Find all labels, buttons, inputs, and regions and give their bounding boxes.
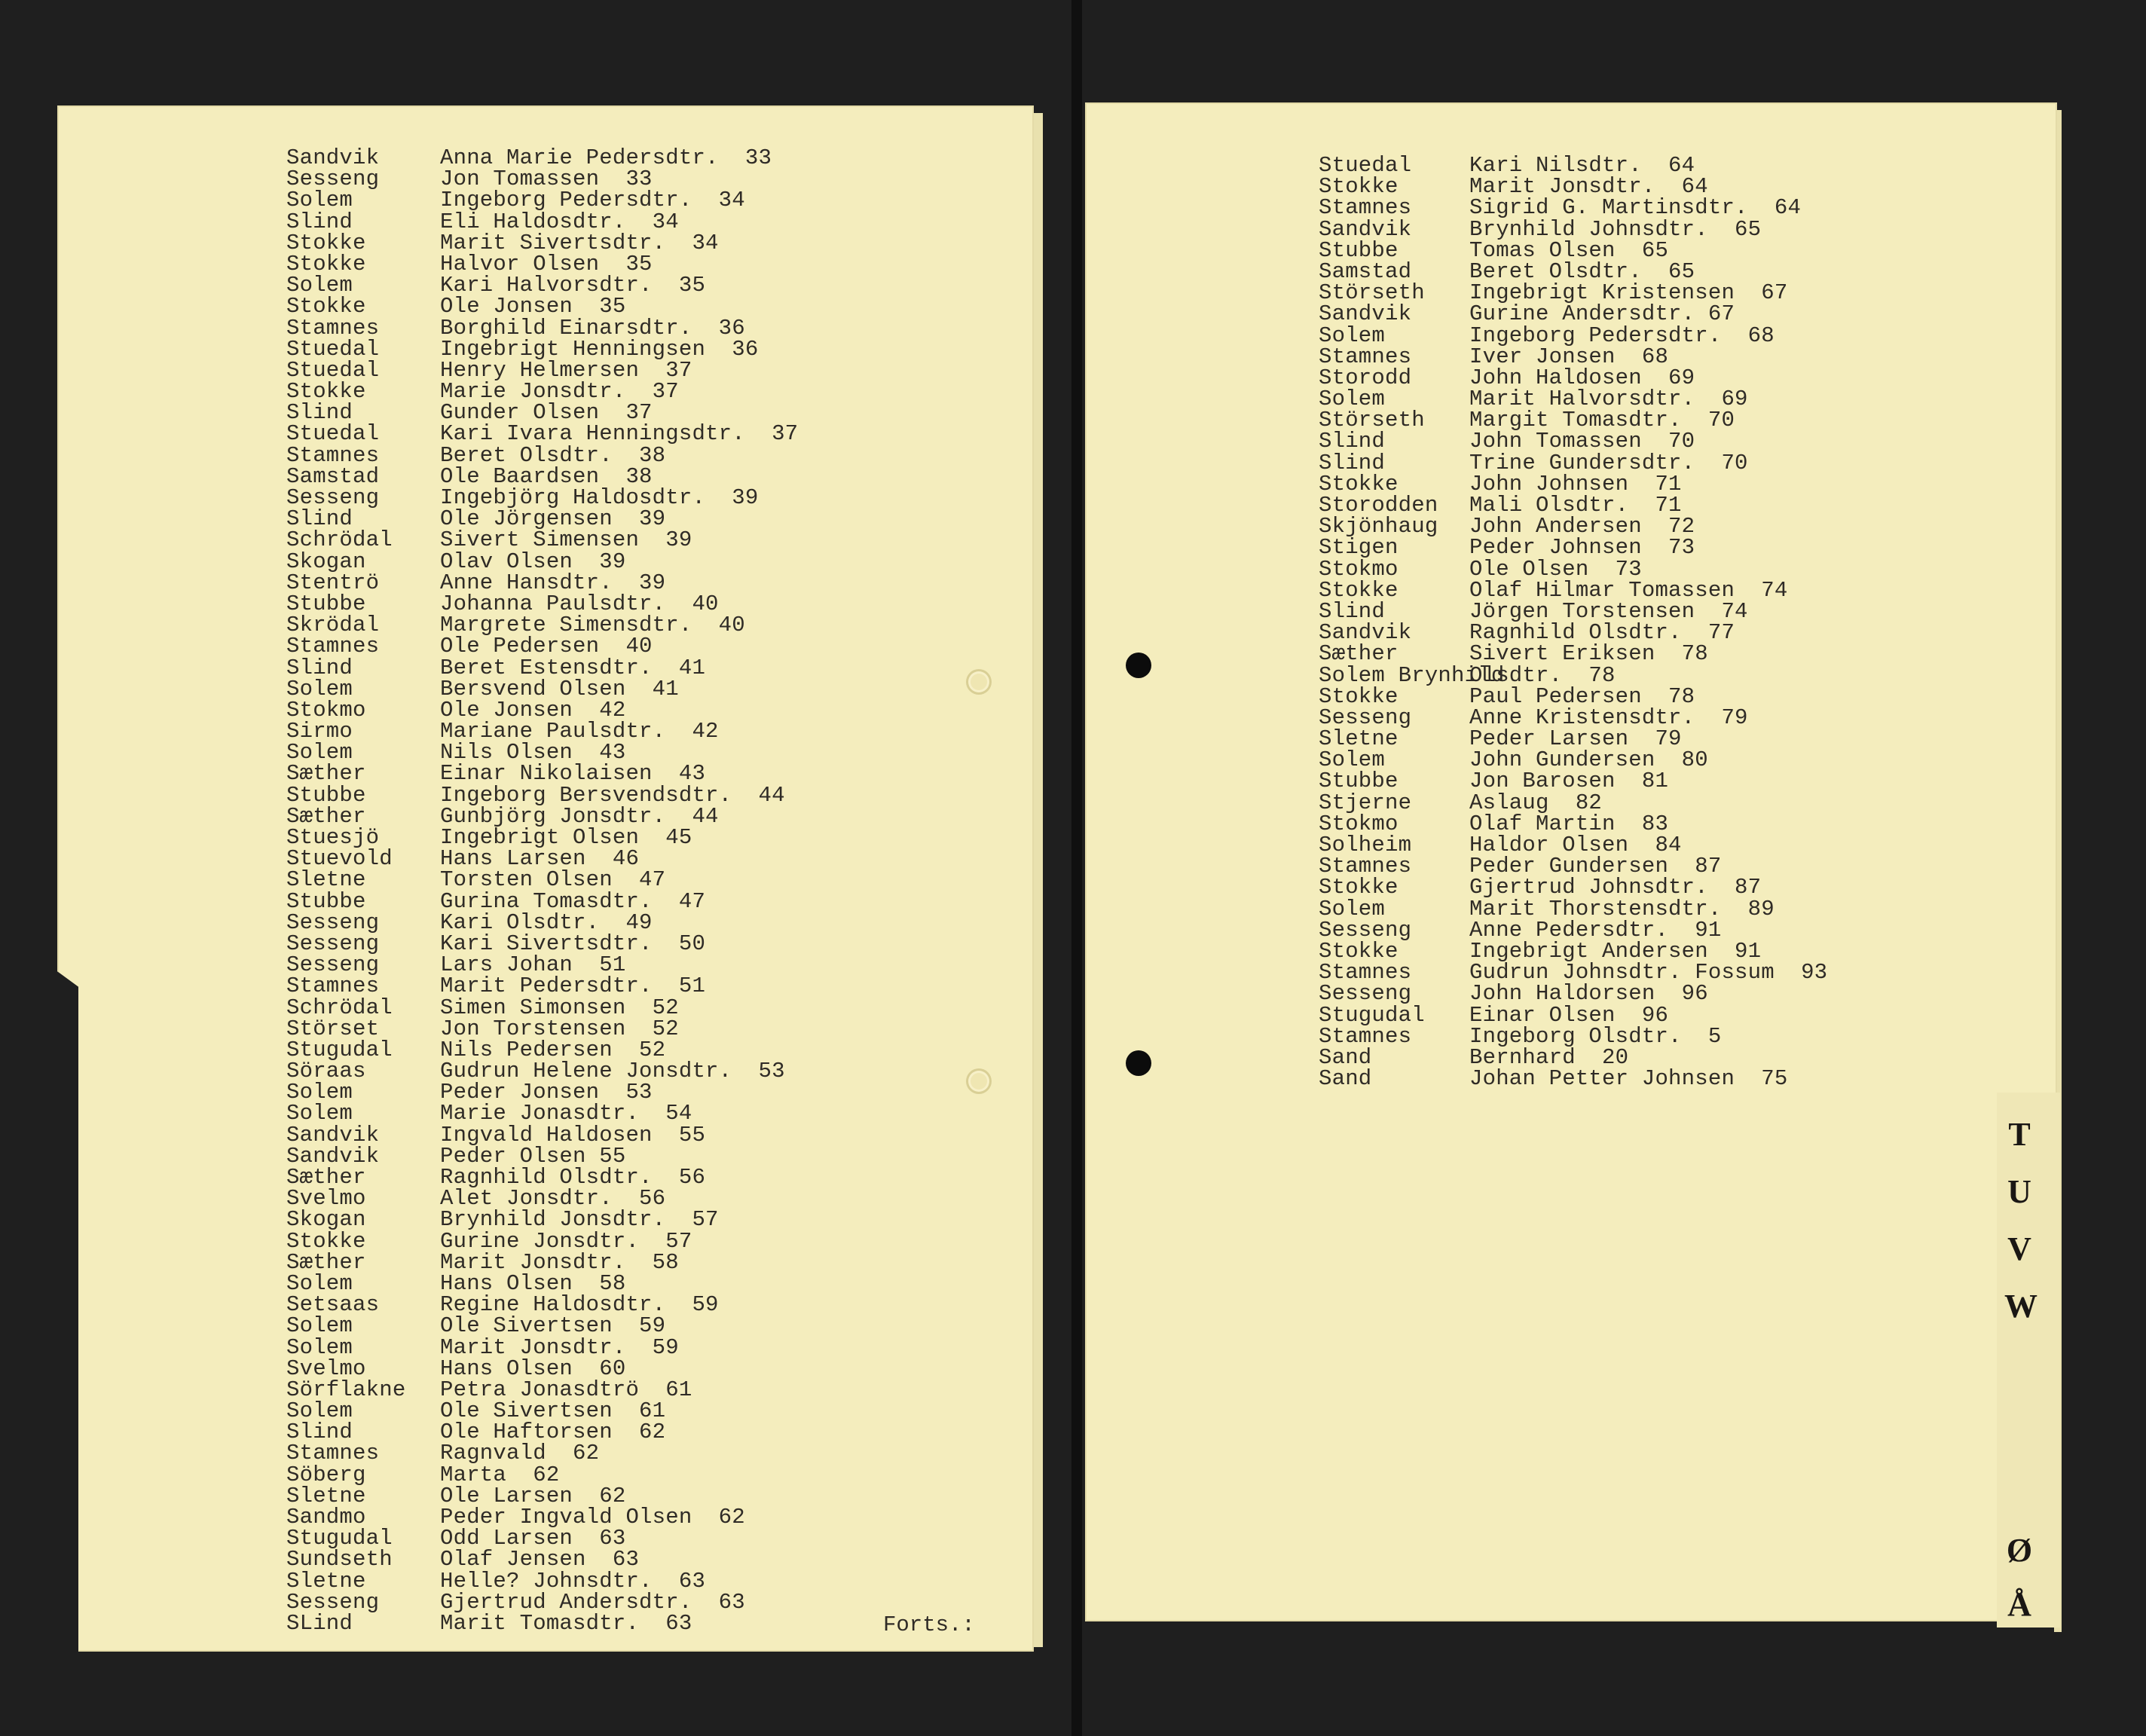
surname-entry: Stamnes bbox=[1319, 195, 1412, 221]
surname-entry: Söberg bbox=[286, 1462, 366, 1487]
name-entry: Tomas Olsen 65 bbox=[1469, 237, 1669, 263]
surname-entry: Stamnes bbox=[286, 634, 380, 659]
name-entry: Paul Pedersen 78 bbox=[1469, 683, 1695, 709]
right-name-column bbox=[1469, 155, 1827, 1090]
surname-entry: Solem bbox=[1319, 387, 1386, 412]
name-entry: Bernhard 20 bbox=[1469, 1044, 1629, 1070]
surname-entry: Sundseth bbox=[286, 1547, 393, 1572]
surname-entry: Stigen bbox=[1319, 535, 1399, 561]
index-tab-letter: V bbox=[2007, 1230, 2031, 1267]
index-tab-letter: W bbox=[2004, 1288, 2037, 1325]
name-entry: Gurina Tomasdtr. 47 bbox=[440, 888, 706, 914]
name-entry: Marit Thorstensdtr. 89 bbox=[1469, 896, 1775, 921]
surname-entry: Sæther bbox=[286, 803, 366, 829]
name-entry: Einar Olsen 96 bbox=[1469, 1002, 1669, 1028]
index-tab-letter: U bbox=[2007, 1173, 2031, 1210]
surname-entry: Slind bbox=[1319, 598, 1386, 624]
surname-entry: Sandvik bbox=[1319, 301, 1412, 327]
surname-entry: Sandvik bbox=[286, 145, 380, 170]
surname-entry: Schrödal bbox=[286, 527, 393, 553]
index-tab-letter: Å bbox=[2007, 1586, 2031, 1623]
surname-entry: Sand bbox=[1319, 1066, 1372, 1092]
name-entry: Ragnhild Olsdtr. 77 bbox=[1469, 620, 1735, 646]
name-entry: Margit Tomasdtr. 70 bbox=[1469, 408, 1735, 433]
name-entry: Ingvald Haldosen 55 bbox=[440, 1122, 706, 1148]
left-surname-column bbox=[286, 145, 406, 1636]
name-entry: Ingeborg Bersvendsdtr. 44 bbox=[440, 782, 785, 808]
name-entry: Jon Tomassen 33 bbox=[440, 167, 653, 192]
name-entry: Kari Halvorsdtr. 35 bbox=[440, 273, 706, 298]
name-entry: John Andersen 72 bbox=[1469, 514, 1695, 539]
surname-entry: Storodden bbox=[1319, 493, 1438, 518]
surname-entry: Solem bbox=[286, 1334, 353, 1360]
surname-entry: Solem bbox=[286, 188, 353, 213]
name-entry: Ragnhild Olsdtr. 56 bbox=[440, 1165, 706, 1190]
surname-entry: Skjönhaug bbox=[1319, 514, 1438, 539]
surname-entry: Skogan bbox=[286, 1207, 366, 1233]
name-entry: Haldor Olsen 84 bbox=[1469, 833, 1682, 857]
surname-entry: Skrödal bbox=[286, 613, 380, 638]
surname-entry: Stokke bbox=[1319, 875, 1399, 900]
name-entry: Anne Pedersdtr. 91 bbox=[1469, 917, 1722, 943]
surname-entry: Solem bbox=[286, 1270, 353, 1296]
name-entry: Sigrid G. Martinsdtr. 64 bbox=[1469, 195, 1802, 221]
surname-entry: Slind bbox=[1319, 450, 1386, 475]
name-entry: Halvor Olsen 35 bbox=[440, 251, 653, 277]
surname-entry: Stuedal bbox=[286, 421, 380, 447]
surname-entry: Svelmo bbox=[286, 1186, 366, 1212]
surname-entry: Solem bbox=[286, 1080, 353, 1105]
name-entry: Ragnvald 62 bbox=[440, 1441, 600, 1466]
name-entry: Margrete Simensdtr. 40 bbox=[440, 613, 745, 638]
surname-entry: Sesseng bbox=[286, 931, 380, 956]
name-entry: Marit Halvorsdtr. 69 bbox=[1469, 387, 1748, 412]
surname-entry: Sand bbox=[1319, 1044, 1372, 1070]
surname-entry: Stubbe bbox=[286, 888, 366, 914]
name-entry: Mariane Paulsdtr. 42 bbox=[440, 719, 719, 744]
name-entry: Ole Sivertsen 59 bbox=[440, 1313, 666, 1339]
surname-entry: Stamnes bbox=[286, 442, 380, 468]
surname-entry: Stubbe bbox=[1319, 237, 1399, 263]
surname-entry: Stamnes bbox=[1319, 1023, 1412, 1049]
surname-entry: Störseth bbox=[1319, 280, 1425, 306]
continued-label: Forts.: bbox=[883, 1612, 975, 1637]
name-entry: Beret Estensdtr. 41 bbox=[440, 655, 706, 680]
surname-entry: Solem bbox=[286, 273, 353, 298]
name-entry: Ingebrigt Henningsen 36 bbox=[440, 336, 759, 362]
index-tab-letter: T bbox=[2008, 1116, 2031, 1153]
name-entry: Beret Olsdtr. 65 bbox=[1469, 258, 1695, 284]
name-entry: Mali Olsdtr. 71 bbox=[1469, 493, 1682, 518]
surname-entry: Slind bbox=[286, 655, 353, 680]
name-entry: Ole Baardsen 38 bbox=[440, 463, 653, 489]
name-entry: Torsten Olsen 47 bbox=[440, 867, 666, 893]
name-entry: Ole Olsen 73 bbox=[1469, 556, 1642, 582]
surname-entry: Stamnes bbox=[286, 973, 380, 999]
surname-entry: Sesseng bbox=[286, 909, 380, 935]
surname-entry: Setsaas bbox=[286, 1292, 380, 1318]
name-entry: Marit Pedersdtr. 51 bbox=[440, 973, 706, 999]
name-entry: Borghild Einarsdtr. 36 bbox=[440, 315, 745, 341]
name-entry: Anna Marie Pedersdtr. 33 bbox=[440, 145, 772, 170]
surname-entry: Stubbe bbox=[286, 782, 366, 808]
name-entry: Brynhild Jonsdtr. 57 bbox=[440, 1207, 719, 1233]
surname-entry: Sletne bbox=[286, 1483, 366, 1508]
index-tab-letter: Ø bbox=[2006, 1532, 2033, 1569]
name-entry: John Haldosen 69 bbox=[1469, 365, 1695, 390]
name-entry: Aslaug 82 bbox=[1469, 790, 1603, 815]
name-entry: Brynhild Johnsdtr. 65 bbox=[1469, 216, 1762, 242]
name-entry: Kari Nilsdtr. 64 bbox=[1469, 153, 1695, 178]
surname-entry: Störset bbox=[286, 1016, 380, 1041]
surname-entry: Stamnes bbox=[1319, 344, 1412, 369]
surname-entry: Stuesjö bbox=[286, 825, 380, 850]
surname-entry: Sandvik bbox=[1319, 216, 1412, 242]
name-entry: Nils Pedersen 52 bbox=[440, 1037, 666, 1062]
name-entry: Kari Olsdtr. 49 bbox=[440, 909, 653, 935]
surname-entry: Sesseng bbox=[286, 167, 380, 192]
surname-entry: Sandvik bbox=[286, 1122, 380, 1148]
surname-entry: Slind bbox=[286, 209, 353, 234]
surname-entry: Stuedal bbox=[286, 357, 380, 383]
name-entry: Ingeborg Pedersdtr. 68 bbox=[1469, 322, 1775, 348]
surname-entry: Störseth bbox=[1319, 408, 1425, 433]
name-entry: Gudrun Helene Jonsdtr. 53 bbox=[440, 1059, 785, 1084]
name-entry: Olaf Martin 83 bbox=[1469, 811, 1669, 836]
surname-entry: Stokmo bbox=[286, 697, 366, 723]
surname-entry: Stubbe bbox=[286, 591, 366, 616]
punch-hole-ring bbox=[966, 669, 992, 695]
name-entry: Jon Barosen 81 bbox=[1469, 769, 1669, 794]
name-entry: Peder Ingvald Olsen 62 bbox=[440, 1505, 745, 1530]
surname-entry: Solem bbox=[286, 1398, 353, 1424]
index-tab-letters-lower bbox=[2004, 1524, 2034, 1632]
surname-entry: Slind bbox=[286, 1420, 353, 1445]
name-entry: Gjertrud Johnsdtr. 87 bbox=[1469, 875, 1762, 900]
name-entry: Jon Torstensen 52 bbox=[440, 1016, 679, 1041]
name-entry: John Gundersen 80 bbox=[1469, 747, 1708, 773]
surname-entry: Samstad bbox=[286, 463, 380, 489]
surname-entry: Stokmo bbox=[1319, 811, 1399, 836]
name-entry: Ingeborg Olsdtr. 5 bbox=[1469, 1023, 1722, 1049]
name-entry: Olaf Hilmar Tomassen 74 bbox=[1469, 577, 1788, 603]
surname-entry: Svelmo bbox=[286, 1355, 366, 1381]
name-entry: John Johnsen 71 bbox=[1469, 471, 1682, 497]
surname-entry: Sæther bbox=[1319, 641, 1399, 667]
name-entry: Regine Haldosdtr. 59 bbox=[440, 1292, 719, 1318]
name-entry: Trine Gundersdtr. 70 bbox=[1469, 450, 1748, 475]
name-entry: Peder Larsen 79 bbox=[1469, 726, 1682, 752]
name-entry: Ole Larsen 62 bbox=[440, 1483, 626, 1508]
name-entry: Kari Ivara Henningsdtr. 37 bbox=[440, 421, 799, 447]
surname-entry: Stuedal bbox=[1319, 153, 1412, 178]
name-entry: Marit Jonsdtr. 58 bbox=[440, 1249, 679, 1275]
name-entry: Marit Sivertsdtr. 34 bbox=[440, 230, 719, 255]
name-entry: Johan Petter Johnsen 75 bbox=[1469, 1066, 1788, 1092]
index-tab-letters-upper bbox=[2004, 1106, 2037, 1335]
surname-entry: Sesseng bbox=[1319, 704, 1412, 730]
name-entry: Ole Jonsen 42 bbox=[440, 697, 626, 723]
name-entry: Jörgen Torstensen 74 bbox=[1469, 598, 1748, 624]
name-entry: Gunder Olsen 37 bbox=[440, 400, 653, 426]
name-entry: Ole Jonsen 35 bbox=[440, 294, 626, 319]
name-entry: Ingebrigt Andersen 91 bbox=[1469, 938, 1762, 964]
surname-entry: Sæther bbox=[286, 761, 366, 787]
surname-entry: Slind bbox=[286, 506, 353, 532]
name-entry: Gudrun Johnsdtr. Fossum 93 bbox=[1469, 960, 1828, 986]
surname-entry: Sletne bbox=[286, 867, 366, 893]
surname-entry: Solheim bbox=[1319, 833, 1412, 857]
name-entry: Helle? Johnsdtr. 63 bbox=[440, 1568, 706, 1594]
surname-entry: Sesseng bbox=[1319, 917, 1412, 943]
surname-entry: Söraas bbox=[286, 1059, 366, 1084]
surname-entry: Stamnes bbox=[1319, 854, 1412, 879]
name-entry: Ingebrigt Kristensen 67 bbox=[1469, 280, 1788, 306]
surname-entry: Solem bbox=[1319, 322, 1386, 348]
name-entry: Gunbjörg Jonsdtr. 44 bbox=[440, 803, 719, 829]
name-entry: Eli Haldosdtr. 34 bbox=[440, 209, 679, 234]
surname-entry: Stuevold bbox=[286, 846, 393, 872]
surname-entry: Storodd bbox=[1319, 365, 1412, 390]
surname-entry: Skogan bbox=[286, 549, 366, 574]
name-entry: Olaf Jensen 63 bbox=[440, 1547, 640, 1572]
surname-entry: SLind bbox=[286, 1610, 353, 1636]
name-entry: Petra Jonasdtrö 61 bbox=[440, 1377, 692, 1402]
name-entry: Kari Sivertsdtr. 50 bbox=[440, 931, 706, 956]
surname-entry: Sesseng bbox=[286, 952, 380, 978]
name-entry: Anne Kristensdtr. 79 bbox=[1469, 704, 1748, 730]
name-entry: Ole Pedersen 40 bbox=[440, 634, 653, 659]
surname-entry: Stubbe bbox=[1319, 769, 1399, 794]
punch-hole bbox=[1126, 1050, 1151, 1076]
surname-entry: Sandvik bbox=[286, 1143, 380, 1169]
name-entry: Marit Jonsdtr. 59 bbox=[440, 1334, 679, 1360]
name-entry: Ingebrigt Olsen 45 bbox=[440, 825, 692, 850]
surname-entry: Sletne bbox=[1319, 726, 1399, 752]
name-entry: Peder Jonsen 53 bbox=[440, 1080, 653, 1105]
surname-entry: Sesseng bbox=[286, 485, 380, 510]
name-entry: Peder Gundersen 87 bbox=[1469, 854, 1722, 879]
surname-entry: Stjerne bbox=[1319, 790, 1412, 815]
name-entry: Olsdtr. 78 bbox=[1469, 662, 1616, 688]
surname-entry: Stuedal bbox=[286, 336, 380, 362]
surname-entry: Stentrö bbox=[286, 570, 380, 595]
name-entry: Peder Johnsen 73 bbox=[1469, 535, 1695, 561]
surname-entry: Stugudal bbox=[1319, 1002, 1425, 1028]
name-entry: Beret Olsdtr. 38 bbox=[440, 442, 666, 468]
surname-entry: Stokke bbox=[1319, 938, 1399, 964]
surname-entry: Solem bbox=[1319, 747, 1386, 773]
surname-entry: Stokke bbox=[286, 379, 366, 405]
surname-entry: Sandvik bbox=[1319, 620, 1412, 646]
name-entry: Peder Olsen 55 bbox=[440, 1143, 626, 1169]
name-entry: Alet Jonsdtr. 56 bbox=[440, 1186, 666, 1212]
surname-entry: Stokke bbox=[286, 230, 366, 255]
name-entry: Ingeborg Pedersdtr. 34 bbox=[440, 188, 745, 213]
name-entry: Johanna Paulsdtr. 40 bbox=[440, 591, 719, 616]
name-entry: John Tomassen 70 bbox=[1469, 429, 1695, 454]
name-entry: Ole Jörgensen 39 bbox=[440, 506, 666, 532]
surname-entry: Stamnes bbox=[286, 1441, 380, 1466]
name-entry: Bersvend Olsen 41 bbox=[440, 676, 679, 701]
surname-entry: Stokke bbox=[286, 1228, 366, 1254]
surname-entry: Stokmo bbox=[1319, 556, 1399, 582]
surname-entry: Stokke bbox=[1319, 174, 1399, 200]
name-entry: Henry Helmersen 37 bbox=[440, 357, 692, 383]
name-entry: Hans Larsen 46 bbox=[440, 846, 640, 872]
surname-entry: Solem bbox=[286, 676, 353, 701]
surname-entry: Sæther bbox=[286, 1165, 366, 1190]
surname-entry: Slind bbox=[1319, 429, 1386, 454]
surname-entry: Stamnes bbox=[1319, 960, 1412, 986]
surname-entry: Sörflakne bbox=[286, 1377, 406, 1402]
surname-entry: Slind bbox=[286, 400, 353, 426]
surname-entry: Stokke bbox=[1319, 577, 1399, 603]
surname-entry: Sirmo bbox=[286, 719, 353, 744]
surname-entry: Solem bbox=[286, 740, 353, 766]
surname-entry: Stokke bbox=[286, 251, 366, 277]
name-entry: Ole Sivertsen 61 bbox=[440, 1398, 666, 1424]
surname-entry: Sesseng bbox=[286, 1589, 380, 1615]
book-spine bbox=[1071, 0, 1082, 1736]
surname-entry: Solem Brynhild bbox=[1319, 662, 1505, 688]
surname-entry: Stugudal bbox=[286, 1526, 393, 1551]
name-entry: Odd Larsen 63 bbox=[440, 1526, 626, 1551]
name-entry: Nils Olsen 43 bbox=[440, 740, 626, 766]
surname-entry: Stamnes bbox=[286, 315, 380, 341]
name-entry: Marie Jonasdtr. 54 bbox=[440, 1101, 692, 1126]
name-entry: Sivert Simensen 39 bbox=[440, 527, 692, 553]
surname-entry: Solem bbox=[286, 1313, 353, 1339]
name-entry: Simen Simonsen 52 bbox=[440, 995, 679, 1020]
name-entry: Marit Tomasdtr. 63 bbox=[440, 1610, 692, 1636]
name-entry: Einar Nikolaisen 43 bbox=[440, 761, 706, 787]
surname-entry: Sletne bbox=[286, 1568, 366, 1594]
name-entry: Ingebjörg Haldosdtr. 39 bbox=[440, 485, 759, 510]
surname-entry: Sesseng bbox=[1319, 981, 1412, 1007]
name-entry: Sivert Eriksen 78 bbox=[1469, 641, 1708, 667]
name-entry: Marie Jonsdtr. 37 bbox=[440, 379, 679, 405]
name-entry: Olav Olsen 39 bbox=[440, 549, 626, 574]
surname-entry: Stugudal bbox=[286, 1037, 393, 1062]
left-name-column bbox=[440, 145, 799, 1636]
punch-hole bbox=[1126, 653, 1151, 678]
name-entry: Lars Johan 51 bbox=[440, 952, 626, 978]
name-entry: Gjertrud Andersdtr. 63 bbox=[440, 1589, 745, 1615]
surname-entry: Solem bbox=[286, 1101, 353, 1126]
surname-entry: Schrödal bbox=[286, 995, 393, 1020]
name-entry: Anne Hansdtr. 39 bbox=[440, 570, 666, 595]
name-entry: Ole Haftorsen 62 bbox=[440, 1420, 666, 1445]
name-entry: Hans Olsen 60 bbox=[440, 1355, 626, 1381]
surname-entry: Solem bbox=[1319, 896, 1386, 921]
surname-entry: Stokke bbox=[286, 294, 366, 319]
surname-entry: Sandmo bbox=[286, 1505, 366, 1530]
name-entry: John Haldorsen 96 bbox=[1469, 981, 1708, 1007]
surname-entry: Stokke bbox=[1319, 683, 1399, 709]
name-entry: Gurine Jonsdtr. 57 bbox=[440, 1228, 692, 1254]
name-entry: Marta 62 bbox=[440, 1462, 560, 1487]
name-entry: Marit Jonsdtr. 64 bbox=[1469, 174, 1708, 200]
punch-hole-ring bbox=[966, 1068, 992, 1094]
name-entry: Iver Jonsen 68 bbox=[1469, 344, 1669, 369]
name-entry: Gurine Andersdtr. 67 bbox=[1469, 301, 1735, 327]
surname-entry: Samstad bbox=[1319, 258, 1412, 284]
name-entry: Hans Olsen 58 bbox=[440, 1270, 626, 1296]
surname-entry: Stokke bbox=[1319, 471, 1399, 497]
surname-entry: Sæther bbox=[286, 1249, 366, 1275]
